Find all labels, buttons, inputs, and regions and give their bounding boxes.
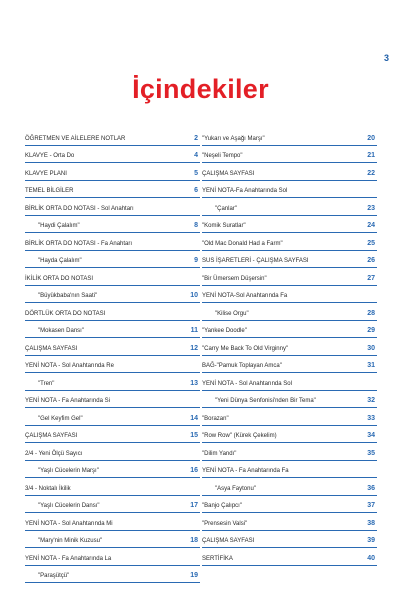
toc-entry-label: "Tren" bbox=[38, 380, 55, 387]
toc-entry-label: 3/4 - Noktalı İkilik bbox=[25, 485, 71, 492]
toc-entry bbox=[25, 408, 200, 426]
toc-entry bbox=[202, 233, 377, 251]
toc-entry-label: "Paraşütçü" bbox=[38, 573, 70, 579]
toc-entry-page: 29 bbox=[367, 327, 375, 334]
toc-entry-label: YENİ NOTA - Fa Anahtarında La bbox=[25, 555, 112, 562]
toc-entry-page: 25 bbox=[367, 239, 375, 247]
toc-entry-page: 19 bbox=[190, 572, 198, 579]
toc-entry-label: BAĞ-"Pamuk Toplayan Amca" bbox=[202, 363, 282, 369]
toc-entry-label: ÇALIŞMA SAYFASI bbox=[202, 170, 255, 177]
toc-entry bbox=[202, 251, 377, 269]
toc-entry-label: ÇALIŞMA SAYFASI bbox=[25, 345, 78, 352]
toc-entry bbox=[25, 338, 200, 356]
toc-entry-label: "Borazan" bbox=[202, 415, 229, 422]
toc-entry-label: "Old Mac Donald Had a Farm" bbox=[202, 240, 283, 247]
toc-entry bbox=[202, 391, 377, 409]
toc-entry-page: 23 bbox=[367, 204, 375, 212]
toc-entry-page: 40 bbox=[367, 554, 375, 562]
toc-entry-page: 20 bbox=[367, 134, 375, 142]
toc-entry-label: "Banjo Çalıpcı" bbox=[202, 503, 242, 509]
toc-entry bbox=[25, 286, 200, 304]
toc-right-column bbox=[202, 128, 377, 566]
toc-entry-label: "Yaşlı Cücelerin Marşı" bbox=[38, 468, 99, 474]
toc-entry-label: 2/4 - Yeni Ölçü Sayıcı bbox=[25, 450, 83, 457]
toc-entry-label: "Komik Suratlar" bbox=[202, 223, 246, 229]
toc-entry bbox=[25, 303, 200, 321]
toc-entry-label: SUS İŞARETLERİ - ÇALIŞMA SAYFASI bbox=[202, 258, 309, 264]
toc-entry bbox=[25, 461, 200, 479]
toc-entry bbox=[202, 303, 377, 321]
toc-entry-page: 11 bbox=[190, 327, 198, 334]
toc-entry-page: 39 bbox=[367, 537, 375, 544]
toc-entry-page: 27 bbox=[367, 274, 375, 282]
toc-entry-label: DÖRTLÜK ORTA DO NOTASI bbox=[25, 310, 106, 317]
toc-entry-label: YENİ NOTA - Sol Anahtarında Mi bbox=[25, 520, 113, 527]
toc-entry-label: "Neşeli Tempo" bbox=[202, 153, 243, 159]
toc-entry-page: 30 bbox=[367, 344, 375, 352]
toc-entry-page: 4 bbox=[194, 152, 198, 159]
toc-entry-page: 26 bbox=[367, 257, 375, 264]
toc-entry-label: BİRLİK ORTA DO NOTASI - Fa Anahtarı bbox=[25, 240, 133, 247]
toc-left-column bbox=[25, 128, 200, 583]
toc-entry bbox=[25, 496, 200, 514]
toc-entry bbox=[202, 513, 377, 531]
toc-entry bbox=[202, 408, 377, 426]
toc-entry-page: 9 bbox=[194, 257, 198, 264]
toc-entry-page: 33 bbox=[367, 414, 375, 422]
toc-entry bbox=[202, 531, 377, 549]
toc-entry-page: 2 bbox=[194, 134, 198, 142]
toc-entry bbox=[202, 128, 377, 146]
toc-entry bbox=[25, 513, 200, 531]
toc-entry bbox=[25, 163, 200, 181]
page-number: 3 bbox=[384, 53, 390, 63]
toc-entry bbox=[25, 373, 200, 391]
toc-entry-label: "Row Row" (Kürek Çekelim) bbox=[202, 433, 277, 439]
toc-entry-page: 32 bbox=[367, 397, 375, 404]
toc-entry-label: "Bir Ümersem Düşersin" bbox=[202, 275, 267, 282]
toc-entry-label: "Çanlar" bbox=[215, 205, 237, 212]
toc-entry bbox=[202, 286, 377, 304]
toc-entry bbox=[25, 146, 200, 164]
toc-entry bbox=[202, 321, 377, 339]
toc-entry bbox=[25, 181, 200, 199]
toc-entry-label: "Hayda Çalalım" bbox=[38, 258, 82, 264]
toc-entry bbox=[25, 566, 200, 584]
toc-entry-label: "Gel Keyfim Gel" bbox=[38, 415, 83, 422]
toc-entry-page: 18 bbox=[190, 537, 198, 544]
toc-entry-page: 17 bbox=[190, 502, 198, 509]
toc-entry-page: 35 bbox=[367, 449, 375, 457]
toc-entry-page: 22 bbox=[367, 169, 375, 177]
toc-entry bbox=[202, 461, 377, 479]
toc-entry-label: "Asya Faytonu" bbox=[215, 485, 256, 492]
toc-entry-label: "Kilise Orgu" bbox=[215, 310, 249, 317]
toc-entry-label: "Mokasen Dansı" bbox=[38, 328, 84, 334]
toc-entry-label: KLAVYE - Orta Do bbox=[25, 153, 75, 159]
toc-entry bbox=[202, 373, 377, 391]
toc-entry-label: YENİ NOTA-Sol Anahtarında Fa bbox=[202, 293, 288, 299]
toc-entry-page: 21 bbox=[367, 152, 375, 159]
toc-entry bbox=[202, 338, 377, 356]
toc-entry-page: 5 bbox=[194, 169, 198, 177]
toc-entry-label: "Yeni Dünya Senfonisi'nden Bir Tema" bbox=[215, 398, 316, 404]
toc-entry bbox=[202, 268, 377, 286]
toc-entry bbox=[202, 548, 377, 566]
toc-entry bbox=[25, 233, 200, 251]
toc-entry bbox=[202, 443, 377, 461]
toc-entry bbox=[25, 426, 200, 444]
toc-entry bbox=[202, 163, 377, 181]
toc-entry bbox=[202, 198, 377, 216]
toc-entry-label: BİRLİK ORTA DO NOTASI - Sol Anahtarı bbox=[25, 205, 134, 212]
page-title: İçindekiler bbox=[132, 74, 269, 104]
toc-entry bbox=[25, 251, 200, 269]
toc-entry-page: 38 bbox=[367, 519, 375, 527]
toc-entry bbox=[25, 128, 200, 146]
toc-entry bbox=[202, 146, 377, 164]
toc-entry-page: 24 bbox=[367, 222, 375, 229]
toc-entry-label: KLAVYE PLANI bbox=[25, 170, 67, 177]
toc-entry bbox=[202, 216, 377, 234]
toc-entry-label: SERTİFİKA bbox=[202, 555, 233, 562]
toc-entry-page: 15 bbox=[190, 432, 198, 439]
toc-entry-page: 31 bbox=[367, 362, 375, 369]
toc-entry bbox=[202, 478, 377, 496]
toc-entry-label: YENİ NOTA - Sol Anahtarında Sol bbox=[202, 380, 292, 387]
toc-entry-label: "Yukarı ve Aşağı Marşı" bbox=[202, 135, 265, 142]
toc-entry bbox=[25, 531, 200, 549]
toc-entry-label: YENİ NOTA - Sol Anahtarında Re bbox=[25, 363, 114, 369]
toc-entry-label: "Haydi Çalalım" bbox=[38, 223, 80, 229]
toc-entry-page: 36 bbox=[367, 484, 375, 492]
toc-entry bbox=[25, 478, 200, 496]
toc-entry-label: YENİ NOTA - Fa Anahtarında Fa bbox=[202, 468, 289, 474]
toc-entry bbox=[25, 216, 200, 234]
toc-entry-label: ÖĞRETMEN VE AİLELERE NOTLAR bbox=[25, 135, 126, 142]
toc-entry-label: "Mary'nin Minik Kuzusu" bbox=[38, 538, 103, 544]
toc-entry-page: 14 bbox=[190, 414, 198, 422]
toc-entry-page: 10 bbox=[190, 292, 198, 299]
toc-entry-label: "Dilim Yandı" bbox=[202, 450, 237, 457]
toc-entry bbox=[25, 321, 200, 339]
toc-entry-page: 12 bbox=[190, 344, 198, 352]
toc-entry-page: 37 bbox=[367, 502, 375, 509]
toc-entry-label: TEMEL BİLGİLER bbox=[25, 188, 74, 194]
toc-entry-page: 8 bbox=[194, 222, 198, 229]
toc-entry bbox=[25, 548, 200, 566]
toc-entry bbox=[202, 181, 377, 199]
toc-entry-label: "Yaşlı Cücelerin Dansı" bbox=[38, 503, 100, 509]
toc-entry bbox=[25, 443, 200, 461]
toc-entry-page: 34 bbox=[367, 432, 375, 439]
toc-entry bbox=[202, 426, 377, 444]
toc-entry-label: "Prensesin Valsi" bbox=[202, 520, 248, 527]
toc-entry-label: "Büyükbaba'nın Saati" bbox=[38, 293, 98, 299]
toc-entry bbox=[25, 198, 200, 216]
toc-entry-label: YENİ NOTA - Fa Anahtarında Si bbox=[25, 398, 110, 404]
toc-entry-label: "Yankee Doodle" bbox=[202, 328, 247, 334]
toc-entry bbox=[25, 356, 200, 374]
toc-entry-label: İKİLİK ORTA DO NOTASI bbox=[25, 275, 94, 282]
toc-entry-label: "Carry Me Back To Old Virginny" bbox=[202, 345, 289, 352]
toc-entry bbox=[202, 356, 377, 374]
toc-entry bbox=[25, 391, 200, 409]
toc-entry-page: 13 bbox=[190, 379, 198, 387]
toc-entry-label: ÇALIŞMA SAYFASI bbox=[202, 538, 255, 544]
toc-entry-page: 28 bbox=[367, 309, 375, 317]
toc-entry-label: ÇALIŞMA SAYFASI bbox=[25, 433, 78, 439]
toc-entry bbox=[202, 496, 377, 514]
toc-entry-page: 6 bbox=[194, 187, 198, 194]
toc-entry-page: 16 bbox=[190, 467, 198, 474]
toc-entry bbox=[25, 268, 200, 286]
toc-entry-label: YENİ NOTA-Fa Anahtarında Sol bbox=[202, 188, 288, 194]
